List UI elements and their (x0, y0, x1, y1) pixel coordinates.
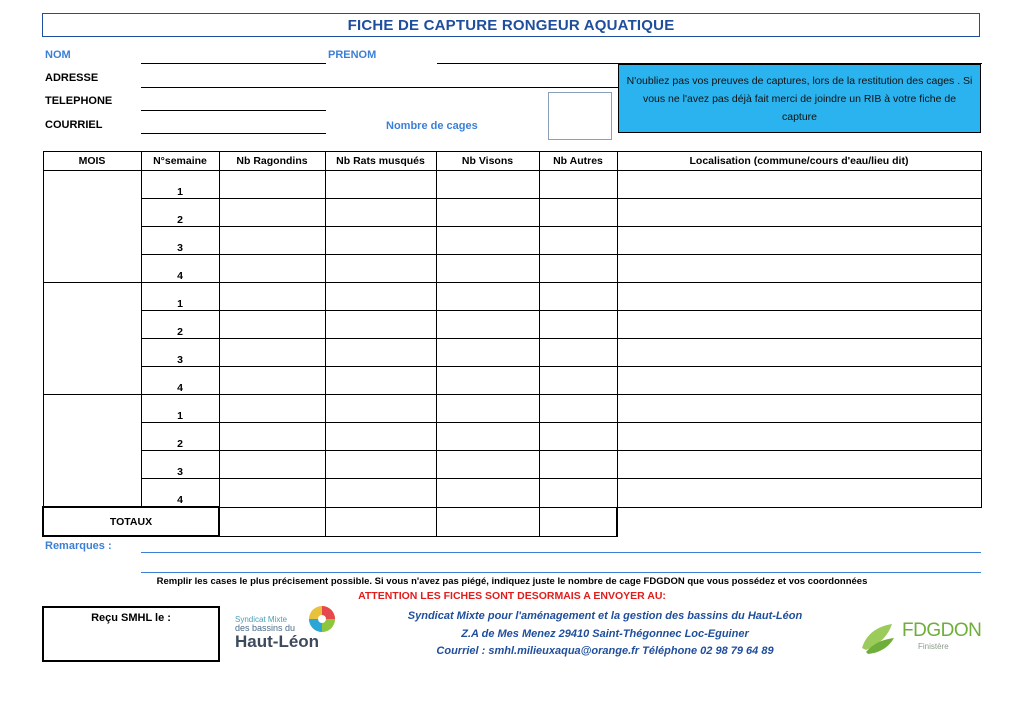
mois-cell[interactable] (43, 171, 141, 283)
autres-cell[interactable] (539, 479, 617, 508)
address-line-2: Z.A de Mes Menez 29410 Saint-Thégonnec Loc-Eguiner (461, 628, 749, 640)
week-number: 4 (141, 255, 219, 283)
localisation-cell[interactable] (617, 227, 981, 255)
autres-cell[interactable] (539, 395, 617, 423)
rats-cell[interactable] (325, 367, 436, 395)
rats-cell[interactable] (325, 255, 436, 283)
mois-cell[interactable] (43, 283, 141, 395)
autres-cell[interactable] (539, 199, 617, 227)
visons-cell[interactable] (436, 311, 539, 339)
ragondins-cell[interactable] (219, 255, 325, 283)
week-number: 4 (141, 367, 219, 395)
table-row (43, 423, 981, 451)
header-semaine: N°semaine (141, 152, 219, 171)
telephone-field[interactable] (141, 110, 326, 111)
header-visons: Nb Visons (436, 152, 539, 171)
week-number: 3 (141, 451, 219, 479)
autres-cell[interactable] (539, 255, 617, 283)
table-header-row (43, 152, 981, 171)
telephone-label: TELEPHONE (45, 95, 113, 107)
week-number: 1 (141, 171, 219, 199)
visons-cell[interactable] (436, 479, 539, 508)
visons-cell[interactable] (436, 255, 539, 283)
rats-cell[interactable] (325, 171, 436, 199)
smhl-logo-line3: Haut-Léon (235, 632, 320, 651)
adresse-field[interactable] (141, 87, 619, 88)
attention-notice: ATTENTION LES FICHES SONT DESORMAIS A ENVOYER AU: (358, 590, 666, 602)
autres-cell[interactable] (539, 171, 617, 199)
rats-cell[interactable] (325, 395, 436, 423)
nom-label: NOM (45, 49, 71, 61)
localisation-cell[interactable] (617, 171, 981, 199)
week-number: 2 (141, 199, 219, 227)
week-number: 3 (141, 339, 219, 367)
totals-empty-cell (617, 507, 981, 536)
localisation-cell[interactable] (617, 423, 981, 451)
table-row (43, 255, 981, 283)
notice-text: N'oubliez pas vos preuves de captures, lors de la restitution des cages . Si vous ne l'avez pas déjà fait merci de joindre un RIB à votre fiche de capture (626, 74, 973, 123)
localisation-cell[interactable] (617, 311, 981, 339)
totals-label: TOTAUX (43, 507, 219, 536)
recu-smhl-label: Reçu SMHL le : (91, 612, 171, 624)
mois-cell[interactable] (43, 395, 141, 508)
capture-table (42, 151, 982, 537)
autres-cell[interactable] (539, 423, 617, 451)
ragondins-cell[interactable] (219, 227, 325, 255)
localisation-cell[interactable] (617, 339, 981, 367)
localisation-cell[interactable] (617, 283, 981, 311)
notice-box (618, 64, 981, 133)
rats-cell[interactable] (325, 451, 436, 479)
prenom-label: PRENOM (328, 49, 377, 61)
courriel-label: COURRIEL (45, 119, 103, 131)
week-number: 1 (141, 395, 219, 423)
rats-cell[interactable] (325, 423, 436, 451)
fdgdon-logo (858, 614, 983, 658)
ragondins-cell[interactable] (219, 311, 325, 339)
rats-cell[interactable] (325, 199, 436, 227)
header-ragondins: Nb Ragondins (219, 152, 325, 171)
autres-cell[interactable] (539, 451, 617, 479)
smhl-logo (235, 604, 355, 654)
fdgdon-leaf-icon (858, 618, 898, 656)
week-number: 2 (141, 311, 219, 339)
header-localisation: Localisation (commune/cours d'eau/lieu dit) (617, 152, 981, 171)
header-autres: Nb Autres (539, 152, 617, 171)
nom-field[interactable] (141, 63, 326, 64)
header-rats-musques: Nb Rats musqués (325, 152, 436, 171)
ragondins-cell[interactable] (219, 423, 325, 451)
ragondins-cell[interactable] (219, 199, 325, 227)
table-row (43, 451, 981, 479)
courriel-field[interactable] (141, 133, 326, 134)
nombre-cages-label: Nombre de cages (386, 120, 478, 132)
total-visons-cell[interactable] (436, 507, 539, 536)
ragondins-cell[interactable] (219, 339, 325, 367)
autres-cell[interactable] (539, 311, 617, 339)
visons-cell[interactable] (436, 395, 539, 423)
total-autres-cell[interactable] (539, 507, 617, 536)
table-row (43, 283, 981, 311)
totals-row (43, 507, 981, 536)
week-number: 3 (141, 227, 219, 255)
ragondins-cell[interactable] (219, 395, 325, 423)
rats-cell[interactable] (325, 479, 436, 508)
visons-cell[interactable] (436, 199, 539, 227)
rats-cell[interactable] (325, 311, 436, 339)
smhl-flower-icon (307, 604, 337, 634)
autres-cell[interactable] (539, 283, 617, 311)
autres-cell[interactable] (539, 367, 617, 395)
localisation-cell[interactable] (617, 367, 981, 395)
visons-cell[interactable] (436, 423, 539, 451)
adresse-label: ADRESSE (45, 72, 99, 84)
visons-cell[interactable] (436, 283, 539, 311)
week-number: 1 (141, 283, 219, 311)
week-number: 2 (141, 423, 219, 451)
form-title-box (42, 13, 980, 37)
rats-cell[interactable] (325, 283, 436, 311)
ragondins-cell[interactable] (219, 367, 325, 395)
remarques-line-1[interactable] (141, 552, 981, 553)
localisation-cell[interactable] (617, 451, 981, 479)
fdgdon-logo-sub: Finistère (918, 642, 949, 651)
rats-cell[interactable] (325, 227, 436, 255)
table-row (43, 199, 981, 227)
visons-cell[interactable] (436, 171, 539, 199)
visons-cell[interactable] (436, 339, 539, 367)
week-number: 4 (141, 479, 219, 508)
total-ragondins-cell[interactable] (219, 507, 325, 536)
table-row (43, 227, 981, 255)
remarques-label: Remarques : (45, 540, 112, 552)
table-row (43, 171, 981, 199)
autres-cell[interactable] (539, 227, 617, 255)
localisation-cell[interactable] (617, 199, 981, 227)
nombre-cages-input[interactable] (548, 92, 612, 140)
ragondins-cell[interactable] (219, 283, 325, 311)
autres-cell[interactable] (539, 339, 617, 367)
localisation-cell[interactable] (617, 395, 981, 423)
localisation-cell[interactable] (617, 255, 981, 283)
rats-cell[interactable] (325, 339, 436, 367)
smhl-logo-line1: Syndicat Mixte (235, 615, 288, 624)
ragondins-cell[interactable] (219, 479, 325, 508)
smhl-logo-line2: des bassins du (235, 623, 296, 633)
visons-cell[interactable] (436, 227, 539, 255)
total-rats-cell[interactable] (325, 507, 436, 536)
instructions-note: Remplir les cases le plus précisement possible. Si vous n'avez pas piégé, indiquez juste le nombre de cage FDGDON que vous possédez et vos coordonnées (156, 576, 868, 587)
recu-smhl-box[interactable] (42, 606, 220, 662)
table-row (43, 479, 981, 508)
header-mois: MOIS (43, 152, 141, 171)
localisation-cell[interactable] (617, 479, 981, 508)
address-line-1: Syndicat Mixte pour l'aménagement et la gestion des bassins du Haut-Léon (407, 610, 803, 622)
form-title: FICHE DE CAPTURE RONGEUR AQUATIQUE (347, 16, 675, 34)
address-line-3: Courriel : smhl.milieuxaqua@orange.fr Téléphone 02 98 79 64 89 (436, 645, 774, 657)
visons-cell[interactable] (436, 367, 539, 395)
table-row (43, 311, 981, 339)
remarques-line-2[interactable] (141, 572, 981, 573)
table-row (43, 395, 981, 423)
visons-cell[interactable] (436, 451, 539, 479)
table-row (43, 339, 981, 367)
fdgdon-logo-name: FDGDON (902, 620, 982, 641)
ragondins-cell[interactable] (219, 451, 325, 479)
ragondins-cell[interactable] (219, 171, 325, 199)
table-row (43, 367, 981, 395)
